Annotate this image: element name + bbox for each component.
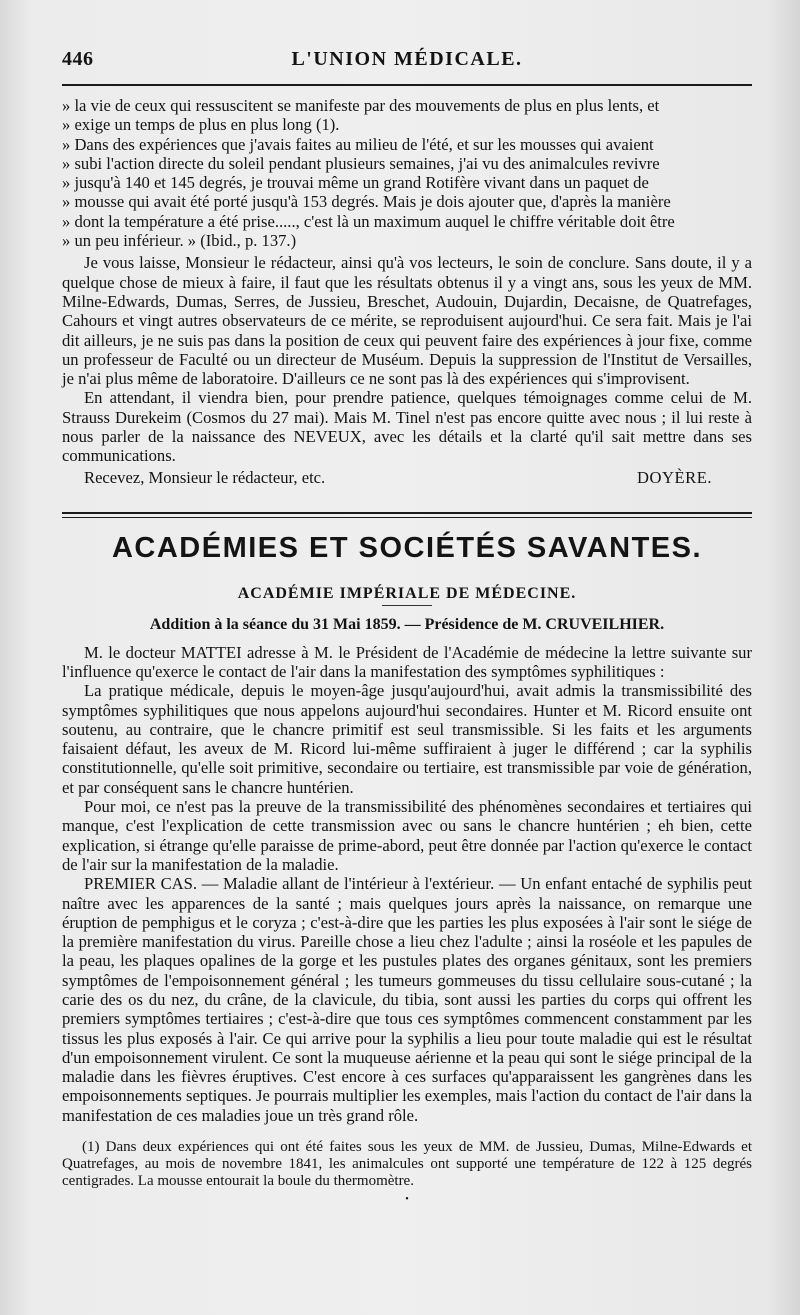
academy-title [62,585,752,606]
session-line: Addition à la séance du 31 Mai 1859. — Présidence de M. CRUVEILHIER. [149,615,665,633]
short-rule [382,605,432,606]
closing-formula: Recevez, Monsieur le rédacteur, etc. [84,467,326,487]
quote-line: » subi l'action directe du soleil pendant plusieurs semaines, j'ai vu des animalcules revivre [62,153,660,173]
quote-line: » mousse qui avait été porté jusqu'à 153 degrés. Mais je dois ajouter que, d'après la manière [62,192,671,212]
academy-title-text: ACADÉMIE IMPÉRIALE DE MÉDECINE. [237,584,577,602]
section-title: ACADÉMIES ET SOCIÉTÉS SAVANTES. [111,531,703,564]
article-paragraph: La pratique médicale, depuis le moyen-âge jusqu'aujourd'hui, avait admis la transmissibilité des symptômes syphilitiques que nous appelons aujourd'hui secondaires. Hunter et M. Ricord ensuite ont soutenu, au contraire, que le chancre primitif est seul transmissible. Si les faits et les arguments faisaient défaut, les aveux de M. Ricord lui-même suffiraient à juger le différend ; car la syphilis constitutionnelle, qu'elle soit primitive, secondaire ou tertiaire, est transmissible par voie de génération, et par conséquent sans le chancre huntérien. [62,681,752,797]
signature: DOYÈRE. [637,467,712,487]
header-rule [62,84,752,86]
quoted-passage [62,96,752,250]
section-divider [62,512,752,518]
page-number: 446 [62,48,94,70]
footnote [62,1139,752,1190]
quote-line: » jusqu'à 140 et 145 degrés, je trouvai même un grand Rotifère vivant dans un paquet de [62,173,649,193]
footnote-text: (1) Dans deux expériences qui ont été faites sous les yeux de MM. de Jussieu, Dumas, Milne-Edwards et Quatrefages, au mois de novembre 1841, les animalcules ont supporté une température de 122 à 125 degrés centigrades. La mousse entourait la boule du thermomètre. [62,1139,752,1190]
bottom-mark: • [405,1194,409,1206]
letter-paragraph: Je vous laisse, Monsieur le rédacteur, ainsi qu'à vos lecteurs, le soin de conclure. Sans doute, il y a quelque chose de mieux à faire, il faut que les résultats obtenus il y a vingt ans, sous les yeux de MM. Milne-Edwards, Dumas, Serres, de Jussieu, Breschet, Audouin, Dujardin, Decaisne, de Quatrefages, Cahours et vingt autres observateurs de ce mérite, se reproduisent aujourd'hui. Ce sera fait. Mais je l'ai dit ailleurs, je ne suis pas dans la position de ceux qui peuvent faire des expériences à jour fixe, comme un professeur de Faculté ou un directeur de Muséum. Depuis la suppression de l'Institut de Versailles, je n'ai plus même de laboratoire. D'ailleurs ce ne sont pas là des expériences qui s'improvisent. [62,253,752,389]
quote-line: » dont la température a été prise....., c'est là un maximum auquel le chiffre véritable doit être [62,211,675,231]
article-intro: M. le docteur MATTEI adresse à M. le Président de l'Académie de médecine la lettre suivante sur l'influence qu'exerce le contact de l'air dans la manifestation des symptômes syphilitiques : [62,642,752,681]
letter-paragraph: En attendant, il viendra bien, pour prendre patience, quelques témoignages comme celui de M. Strauss Durekeim (Cosmos du 27 mai). Mais M. Tinel n'est pas encore quitte avec nous ; il lui reste à nous parler de la naissance des NEVEUX, avec les détails et la clarté qu'il sait mettre dans ses communications. [62,388,752,466]
page-header [62,48,752,82]
quote-line: » Dans des expériences que j'avais faites au milieu de l'été, et sur les mousses qui avaient [62,134,654,154]
article-paragraph: Pour moi, ce n'est pas la preuve de la transmissibilité des phénomènes secondaires et tertiaires qui manque, c'est l'explication de cette transmission avec ou sans le chancre huntérien ; eh bien, cette explication, si étrange qu'elle paraisse de prime-abord, peut être donnée par l'action qu'exerce le contact de l'air sur la manifestation de la maladie. [62,797,752,874]
article-paragraph: PREMIER CAS. — Maladie allant de l'intérieur à l'extérieur. — Un enfant entaché de syphilis peut naître avec les apparences de la santé ; mais quelques jours après la naissance, on remarque une éruption de pemphigus et le coryza ; c'est-à-dire que les parties les plus exposées à l'air sont le siége de la première manifestation du virus. Pareille chose a lieu chez l'adulte ; ainsi la roséole et les papules de la peau, les plaques opalines de la gorge et les pustules plates des organes génitaux, sont les premiers symptômes de l'empoisonnement général ; les tumeurs gommeuses du tissu cellulaire sous-cutané ; la carie des os du nez, du crâne, de la clavicule, du tibia, sont aussi les parties du corps qui offrent les premiers symptômes tertiaires ; c'est-à-dire que tous ces symptômes commencent constamment par les tissus les plus exposés à l'air. Ce qui arrive pour la syphilis a lieu pour toute maladie qui est le résultat d'un empoisonnement virulent. Ce sont la muqueuse aérienne et la peau qui sont le siége principal de la maladie dans les fièvres éruptives. C'est encore à ces surfaces qu'apparaissent les gangrènes dans les empoisonnements septiques. Je pourrais multiplier les exemples, mais l'action du contact de l'air dans la manifestation de ces maladies joue un très grand rôle. [62,874,752,1125]
letter-signoff [62,468,752,488]
quote-line: » un peu inférieur. » (Ibid., p. 137.) [62,231,297,251]
quote-line: » la vie de ceux qui ressuscitent se manifeste par des mouvements de plus en plus lents, et [62,96,660,115]
running-title: L'UNION MÉDICALE. [291,48,523,70]
quote-line: » exige un temps de plus en plus long (1). [62,115,340,135]
